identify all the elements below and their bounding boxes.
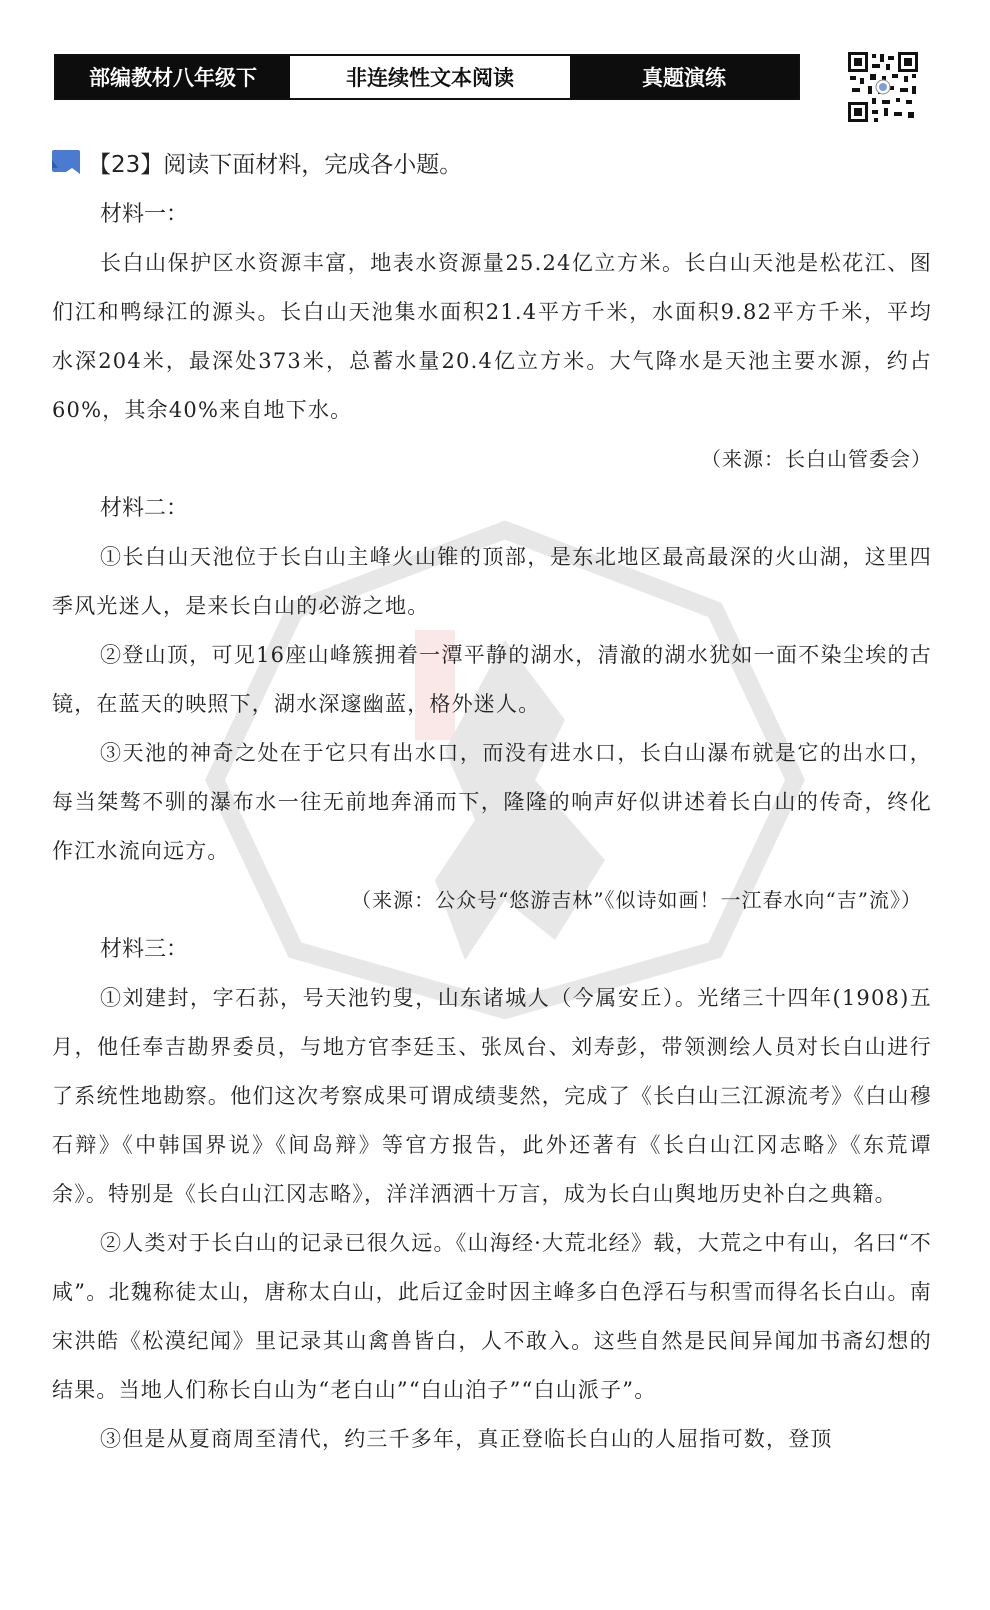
material-2-paragraph-2: ②登山顶，可见16座山峰簇拥着一潭平静的湖水，清澈的湖水犹如一面不染尘埃的古镜，在蓝天的映照下，湖水深邃幽蓝，格外迷人。	[52, 643, 932, 716]
material-1-source: （来源：长白山管委会）	[701, 447, 932, 471]
material-2-paragraph-1: ①长白山天池位于长白山主峰火山锥的顶部，是东北地区最高最深的火山湖，这里四季风光迷人，是来长白山的必游之地。	[52, 545, 932, 618]
bookmark-icon	[52, 150, 80, 176]
material-3-paragraph-1: ①刘建封，字石荪，号天池钓叟，山东诸城人（今属安丘）。光绪三十四年(1908)五月，他任奉吉勘界委员，与地方官李廷玉、张凤台、刘寿彭，带领测绘人员对长白山进行了系统性地勘察。他们这次考察成果可谓成绩斐然，完成了《长白山三江源流考》《白山穆石辩》《中韩国界说》《间岛辩》等官方报告，此外还著有《长白山江冈志略》《东荒谭余》。特别是《长白山江冈志略》，洋洋洒洒十万言，成为长白山舆地历史补白之典籍。	[52, 986, 932, 1206]
material-2-paragraph-3: ③天池的神奇之处在于它只有出水口，而没有进水口，长白山瀑布就是它的出水口，每当桀骜不驯的瀑布水一往无前地奔涌而下，隆隆的响声好似讲述着长白山的传奇，终化作江水流向远方。	[52, 741, 932, 863]
qr-code-icon[interactable]	[848, 52, 918, 122]
section-label: 真题演练	[570, 56, 798, 98]
material-3-label: 材料三：	[100, 937, 189, 962]
grade-label: 部编教材八年级下	[56, 56, 290, 98]
material-1-paragraph: 长白山保护区水资源丰富，地表水资源量25.24亿立方米。长白山天池是松花江、图们江和鸭绿江的源头。长白山天池集水面积21.4平方千米，水面积9.82平方千米，平均水深204米，最深处373米，总蓄水量20.4亿立方米。大气降水是天池主要水源，约占60%，其余40%来自地下水。	[52, 251, 932, 422]
reading-material	[52, 140, 932, 1464]
material-2-source: （来源：公众号“悠游吉林”《似诗如画！一江春水向“吉”流》）	[351, 888, 922, 912]
question-heading	[52, 140, 932, 190]
material-3-paragraph-3: ③但是从夏商周至清代，约三千多年，真正登临长白山的人屈指可数，登顶	[100, 1427, 833, 1451]
material-1-label: 材料一：	[100, 202, 189, 227]
header-bar	[54, 54, 800, 100]
material-2-label: 材料二：	[100, 496, 189, 521]
topic-label: 非连续性文本阅读	[290, 56, 570, 98]
question-title: 【23】阅读下面材料，完成各小题。	[88, 152, 463, 178]
material-3-paragraph-2: ②人类对于长白山的记录已很久远。《山海经·大荒北经》载，大荒之中有山，名曰“不咸”。北魏称徒太山，唐称太白山，此后辽金时因主峰多白色浮石与积雪而得名长白山。南宋洪皓《松漠纪闻》里记录其山禽兽皆白，人不敢入。这些自然是民间异闻加书斋幻想的结果。当地人们称长白山为“老白山”“白山泊子”“白山派子”。	[52, 1231, 932, 1402]
